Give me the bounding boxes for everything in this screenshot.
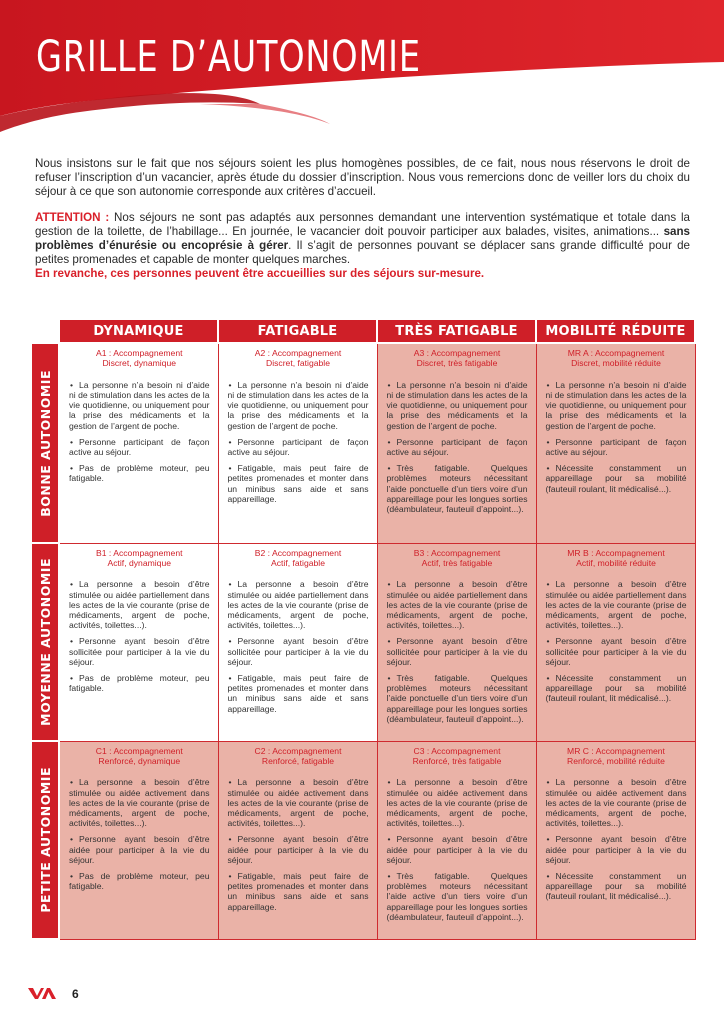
row-header-moyenne-autonomie: MOYENNE AUTONOMIE bbox=[31, 543, 59, 741]
column-header-dynamique: DYNAMIQUE bbox=[59, 319, 218, 343]
grid-cell-c1 bbox=[59, 741, 218, 939]
cell-code: MR B : Accompagnement Actif, mobilité réduite bbox=[567, 547, 665, 568]
grid-cell-mr-b bbox=[536, 543, 695, 741]
cell-bullet: • La personne a besoin d’être stimulée ou aidée partiellement dans les actes de la vie courante (prise de médicaments, argent de poche, activités, toilettes...). bbox=[546, 579, 687, 630]
row-header-petite-autonomie: PETITE AUTONOMIE bbox=[31, 741, 59, 939]
cell-bullet: • Personne participant de façon active au séjour. bbox=[387, 437, 528, 457]
cell-code: A1 : Accompagnement Discret, dynamique bbox=[96, 348, 183, 369]
autonomy-grid bbox=[30, 318, 696, 940]
grid-cell-a1 bbox=[59, 343, 218, 543]
cell-bullet: • La personne a besoin d’être stimulée ou aidée partiellement dans les actes de la vie courante (prise de médicaments, argent de poche, activités, toilettes...). bbox=[387, 579, 528, 630]
cell-bullet: • La personne n’a besoin ni d’aide ni de stimulation dans les actes de la vie quotidienne, ou uniquement pour la prise des médicaments et la gestion de l’argent de poche. bbox=[546, 380, 687, 431]
cell-bullet: • La personne a besoin d’être stimulée ou aidée partiellement dans les actes de la vie courante (prise de médicaments, argent de poche, activités, toilettes...). bbox=[69, 579, 210, 630]
cell-bullet: • Personne ayant besoin d’être sollicitée pour participer à la vie du séjour. bbox=[69, 636, 210, 667]
cell-bullet: • Très fatigable. Quelques problèmes moteurs nécessitant l’aide ponctuelle d’un tiers voire d’un appareillage pour les longues sorties (déambulateur, fauteuil d’appoint...). bbox=[387, 463, 528, 514]
grid-cell-c3 bbox=[377, 741, 536, 939]
cell-bullet: • Personne participant de façon active au séjour. bbox=[228, 437, 369, 457]
cell-bullet: • Personne ayant besoin d’être aidée pour participer à la vie du séjour. bbox=[387, 834, 528, 865]
cell-code: B2 : Accompagnement Actif, fatigable bbox=[254, 547, 342, 568]
cell-bullet: • Très fatigable. Quelques problèmes moteurs nécessitant l’aide active d’un tiers voire d’un appareillage pour les longues sorties (déambulateur, fauteuil d’appoint...). bbox=[387, 871, 528, 922]
cell-bullet: • La personne a besoin d’être stimulée ou aidée activement dans les actes de la vie courante (prise de médicaments, argent de poche, activités, toilettes...). bbox=[546, 777, 687, 828]
page-number: 6 bbox=[72, 987, 79, 1001]
grid-cell-a2 bbox=[218, 343, 377, 543]
intro-paragraph-1: Nous insistons sur le fait que nos séjours soient les plus homogènes possibles, de ce fait, nous nous réservons le droit de refuser l’inscription d’un vacancier, après étude du dossier d’inscription. Nous vous remercions donc de veiller lors du choix du séjour à ce que son autonomie corresponde aux critères d’accueil. bbox=[35, 157, 690, 198]
grid-cell-c2 bbox=[218, 741, 377, 939]
cell-bullet: • Nécessite constamment un appareillage pour sa mobilité (fauteuil roulant, lit médicalisé...). bbox=[546, 673, 687, 704]
intro-paragraph-2 bbox=[35, 211, 690, 281]
cell-bullet: • Très fatigable. Quelques problèmes moteurs nécessitant l’aide ponctuelle d’un tiers voire d’un appareillage pour les longues sorties (déambulateur, fauteuil d’appoint...). bbox=[387, 673, 528, 724]
grid-cell-b2 bbox=[218, 543, 377, 741]
cell-bullet: • Personne ayant besoin d’être aidée pour participer à la vie du séjour. bbox=[228, 834, 369, 865]
cell-bullet: • Personne ayant besoin d’être sollicitée pour participer à la vie du séjour. bbox=[546, 636, 687, 667]
attention-text-a: Nos séjours ne sont pas adaptés aux personnes demandant une intervention systématique et totale dans la gestion de la toilette, de l’habillage... En journée, le vacancier doit pouvoir participer aux balades, visites, animations... bbox=[35, 211, 691, 238]
header-band bbox=[0, 0, 724, 140]
cell-code: C1 : Accompagnement Renforcé, dynamique bbox=[95, 745, 183, 766]
cell-bullet: • Fatigable, mais peut faire de petites promenades et monter dans un minibus sans aide et sans appareillage. bbox=[228, 673, 369, 714]
attention-bold: sans problèmes d’énurésie ou encoprésie à gérer bbox=[35, 225, 690, 252]
cell-bullet: • Fatigable, mais peut faire de petites promenades et monter dans un minibus sans aide et sans appareillage. bbox=[228, 871, 369, 912]
cell-bullet: • Fatigable, mais peut faire de petites promenades et monter dans un minibus sans aide et sans appareillage. bbox=[228, 463, 369, 504]
cell-bullet: • La personne n’a besoin ni d’aide ni de stimulation dans les actes de la vie quotidienne, ou uniquement pour la prise des médicaments et la gestion de l’argent de poche. bbox=[228, 380, 369, 431]
cell-bullet: • Nécessite constamment un appareillage pour sa mobilité (fauteuil roulant, lit médicalisé...). bbox=[546, 463, 687, 494]
column-header-tres-fatigable: TRÈS FATIGABLE bbox=[377, 319, 536, 343]
brand-logo-icon bbox=[28, 986, 58, 1000]
cell-bullet: • Pas de problème moteur, peu fatigable. bbox=[69, 463, 210, 483]
cell-bullet: • Personne participant de façon active au séjour. bbox=[69, 437, 210, 457]
cell-bullet: • La personne n’a besoin ni d’aide ni de stimulation dans les actes de la vie quotidienne, ou uniquement pour la prise des médicaments et la gestion de l’argent de poche. bbox=[69, 380, 210, 431]
cell-code: MR A : Accompagnement Discret, mobilité réduite bbox=[567, 348, 665, 369]
sur-mesure-note: En revanche, ces personnes peuvent être accueillies sur des séjours sur-mesure. bbox=[35, 267, 485, 280]
column-header-mobilite-reduite: MOBILITÉ RÉDUITE bbox=[536, 319, 695, 343]
grid-row-bonne-autonomie bbox=[31, 343, 695, 543]
cell-bullet: • Pas de problème moteur, peu fatigable. bbox=[69, 673, 210, 693]
page-title: GRILLE D’AUTONOMIE bbox=[36, 32, 421, 82]
intro-text bbox=[35, 157, 690, 293]
attention-text-b: . Il s’agit de personnes pouvant se déplacer sans grande difficulté pour de petites promenades et capable de monter quelques marches. bbox=[35, 239, 690, 266]
cell-bullet: • La personne a besoin d’être stimulée ou aidée activement dans les actes de la vie courante (prise de médicaments, argent de poche, activités, toilettes...). bbox=[69, 777, 210, 828]
cell-code: A3 : Accompagnement Discret, très fatigable bbox=[413, 348, 501, 369]
grid-corner bbox=[31, 319, 59, 343]
grid-cell-b3 bbox=[377, 543, 536, 741]
grid-cell-mr-c bbox=[536, 741, 695, 939]
grid-cell-a3 bbox=[377, 343, 536, 543]
cell-bullet: • Pas de problème moteur, peu fatigable. bbox=[69, 871, 210, 891]
cell-bullet: • Personne participant de façon active au séjour. bbox=[546, 437, 687, 457]
grid-cell-mr-a bbox=[536, 343, 695, 543]
cell-bullet: • Personne ayant besoin d’être aidée pour participer à la vie du séjour. bbox=[69, 834, 210, 865]
cell-bullet: • Personne ayant besoin d’être sollicitée pour participer à la vie du séjour. bbox=[387, 636, 528, 667]
attention-label: ATTENTION : bbox=[35, 211, 110, 224]
grid-row-petite-autonomie bbox=[31, 741, 695, 939]
column-header-fatigable: FATIGABLE bbox=[218, 319, 377, 343]
cell-bullet: • La personne a besoin d’être stimulée ou aidée activement dans les actes de la vie courante (prise de médicaments, argent de poche, activités, toilettes...). bbox=[228, 777, 369, 828]
cell-bullet: • La personne a besoin d’être stimulée ou aidée partiellement dans les actes de la vie courante (prise de médicaments, argent de poche, activités, toilettes...). bbox=[228, 579, 369, 630]
cell-code: A2 : Accompagnement Discret, fatigable bbox=[254, 348, 342, 369]
cell-bullet: • Personne ayant besoin d’être sollicitée pour participer à la vie du séjour. bbox=[228, 636, 369, 667]
cell-bullet: • La personne a besoin d’être stimulée ou aidée activement dans les actes de la vie courante (prise de médicaments, argent de poche, activités, toilettes...). bbox=[387, 777, 528, 828]
cell-code: C3 : Accompagnement Renforcé, très fatigable bbox=[412, 745, 502, 766]
cell-bullet: • Nécessite constamment un appareillage pour sa mobilité (fauteuil roulant, lit médicalisé...). bbox=[546, 871, 687, 902]
grid-cell-b1 bbox=[59, 543, 218, 741]
cell-code: B3 : Accompagnement Actif, très fatigable bbox=[413, 547, 501, 568]
cell-bullet: • La personne n’a besoin ni d’aide ni de stimulation dans les actes de la vie quotidienne, ou uniquement pour la prise des médicaments et la gestion de l’argent de poche. bbox=[387, 380, 528, 431]
grid-row-moyenne-autonomie bbox=[31, 543, 695, 741]
cell-code: C2 : Accompagnement Renforcé, fatigable bbox=[254, 745, 342, 766]
cell-code: MR C : Accompagnement Renforcé, mobilité réduite bbox=[567, 745, 665, 766]
cell-bullet: • Personne ayant besoin d’être aidée pour participer à la vie du séjour. bbox=[546, 834, 687, 865]
row-header-bonne-autonomie: BONNE AUTONOMIE bbox=[31, 343, 59, 543]
cell-code: B1 : Accompagnement Actif, dynamique bbox=[96, 547, 183, 568]
